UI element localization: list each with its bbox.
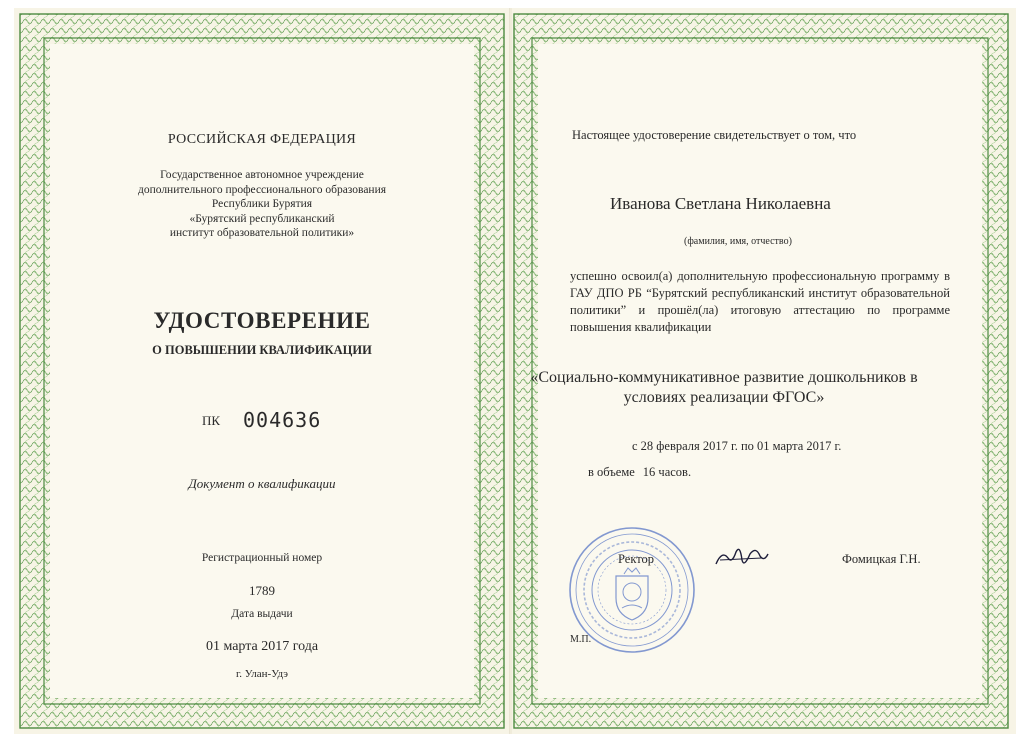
- completion-statement: успешно освоил(а) дополнительную профессиональную программу в ГАУ ДПО РБ “Бурятский республиканский институт образовательной политики” и прошёл(ла) итоговую аттестацию по программе повышения квалификации: [570, 269, 950, 334]
- issue-date-label: Дата выдачи: [231, 608, 293, 620]
- registration-label: Регистрационный номер: [201, 552, 323, 564]
- program-title-line: «Социально-коммуникативное развитие дошкольников в: [530, 369, 918, 386]
- training-dates: с 28 февраля 2017 г. по 01 марта 2017 г.: [632, 439, 842, 453]
- full-name-hint: (фамилия, имя, отчество): [684, 236, 792, 247]
- rector-label: Ректор: [618, 552, 655, 566]
- certificate-left-page: [14, 8, 510, 734]
- institution-line: институт образовательной политики»: [169, 227, 355, 239]
- rector-name: Фомицкая Г.Н.: [842, 552, 921, 566]
- document-title: УДОСТОВЕРЕНИЕ: [153, 308, 371, 333]
- institution-name: [14, 168, 510, 241]
- country-heading: РОССИЙСКАЯ ФЕДЕРАЦИЯ: [167, 132, 357, 147]
- document-number: 004636: [243, 408, 322, 432]
- stamp-place-label: М.П.: [570, 634, 592, 645]
- holder-full-name: Иванова Светлана Николаевна: [610, 194, 831, 213]
- certificate-intro: Настоящее удостоверение свидетельствует о том, что: [572, 128, 857, 142]
- issue-city: г. Улан-Удэ: [235, 668, 289, 680]
- registration-number: 1789: [249, 583, 275, 598]
- certificate-right-page: [512, 8, 1016, 734]
- volume-label: в объеме: [588, 465, 635, 479]
- rector-signature: [712, 542, 772, 574]
- volume-hours: 16 часов.: [642, 465, 692, 479]
- issue-date: 01 марта 2017 года: [205, 639, 319, 654]
- training-volume: [588, 465, 691, 480]
- program-title: [512, 368, 936, 408]
- institution-line: Государственное автономное учреждение: [160, 169, 364, 181]
- document-series: ПК: [202, 413, 221, 428]
- document-kind: Документ о квалификации: [188, 476, 336, 491]
- document-subtitle: О ПОВЫШЕНИИ КВАЛИФИКАЦИИ: [152, 343, 372, 357]
- institution-line: Республики Бурятия: [211, 198, 313, 210]
- institution-line: дополнительного профессионального образования: [137, 183, 387, 196]
- institution-line: «Бурятский республиканский: [189, 212, 335, 225]
- program-title-line: условиях реализации ФГОС»: [623, 389, 825, 406]
